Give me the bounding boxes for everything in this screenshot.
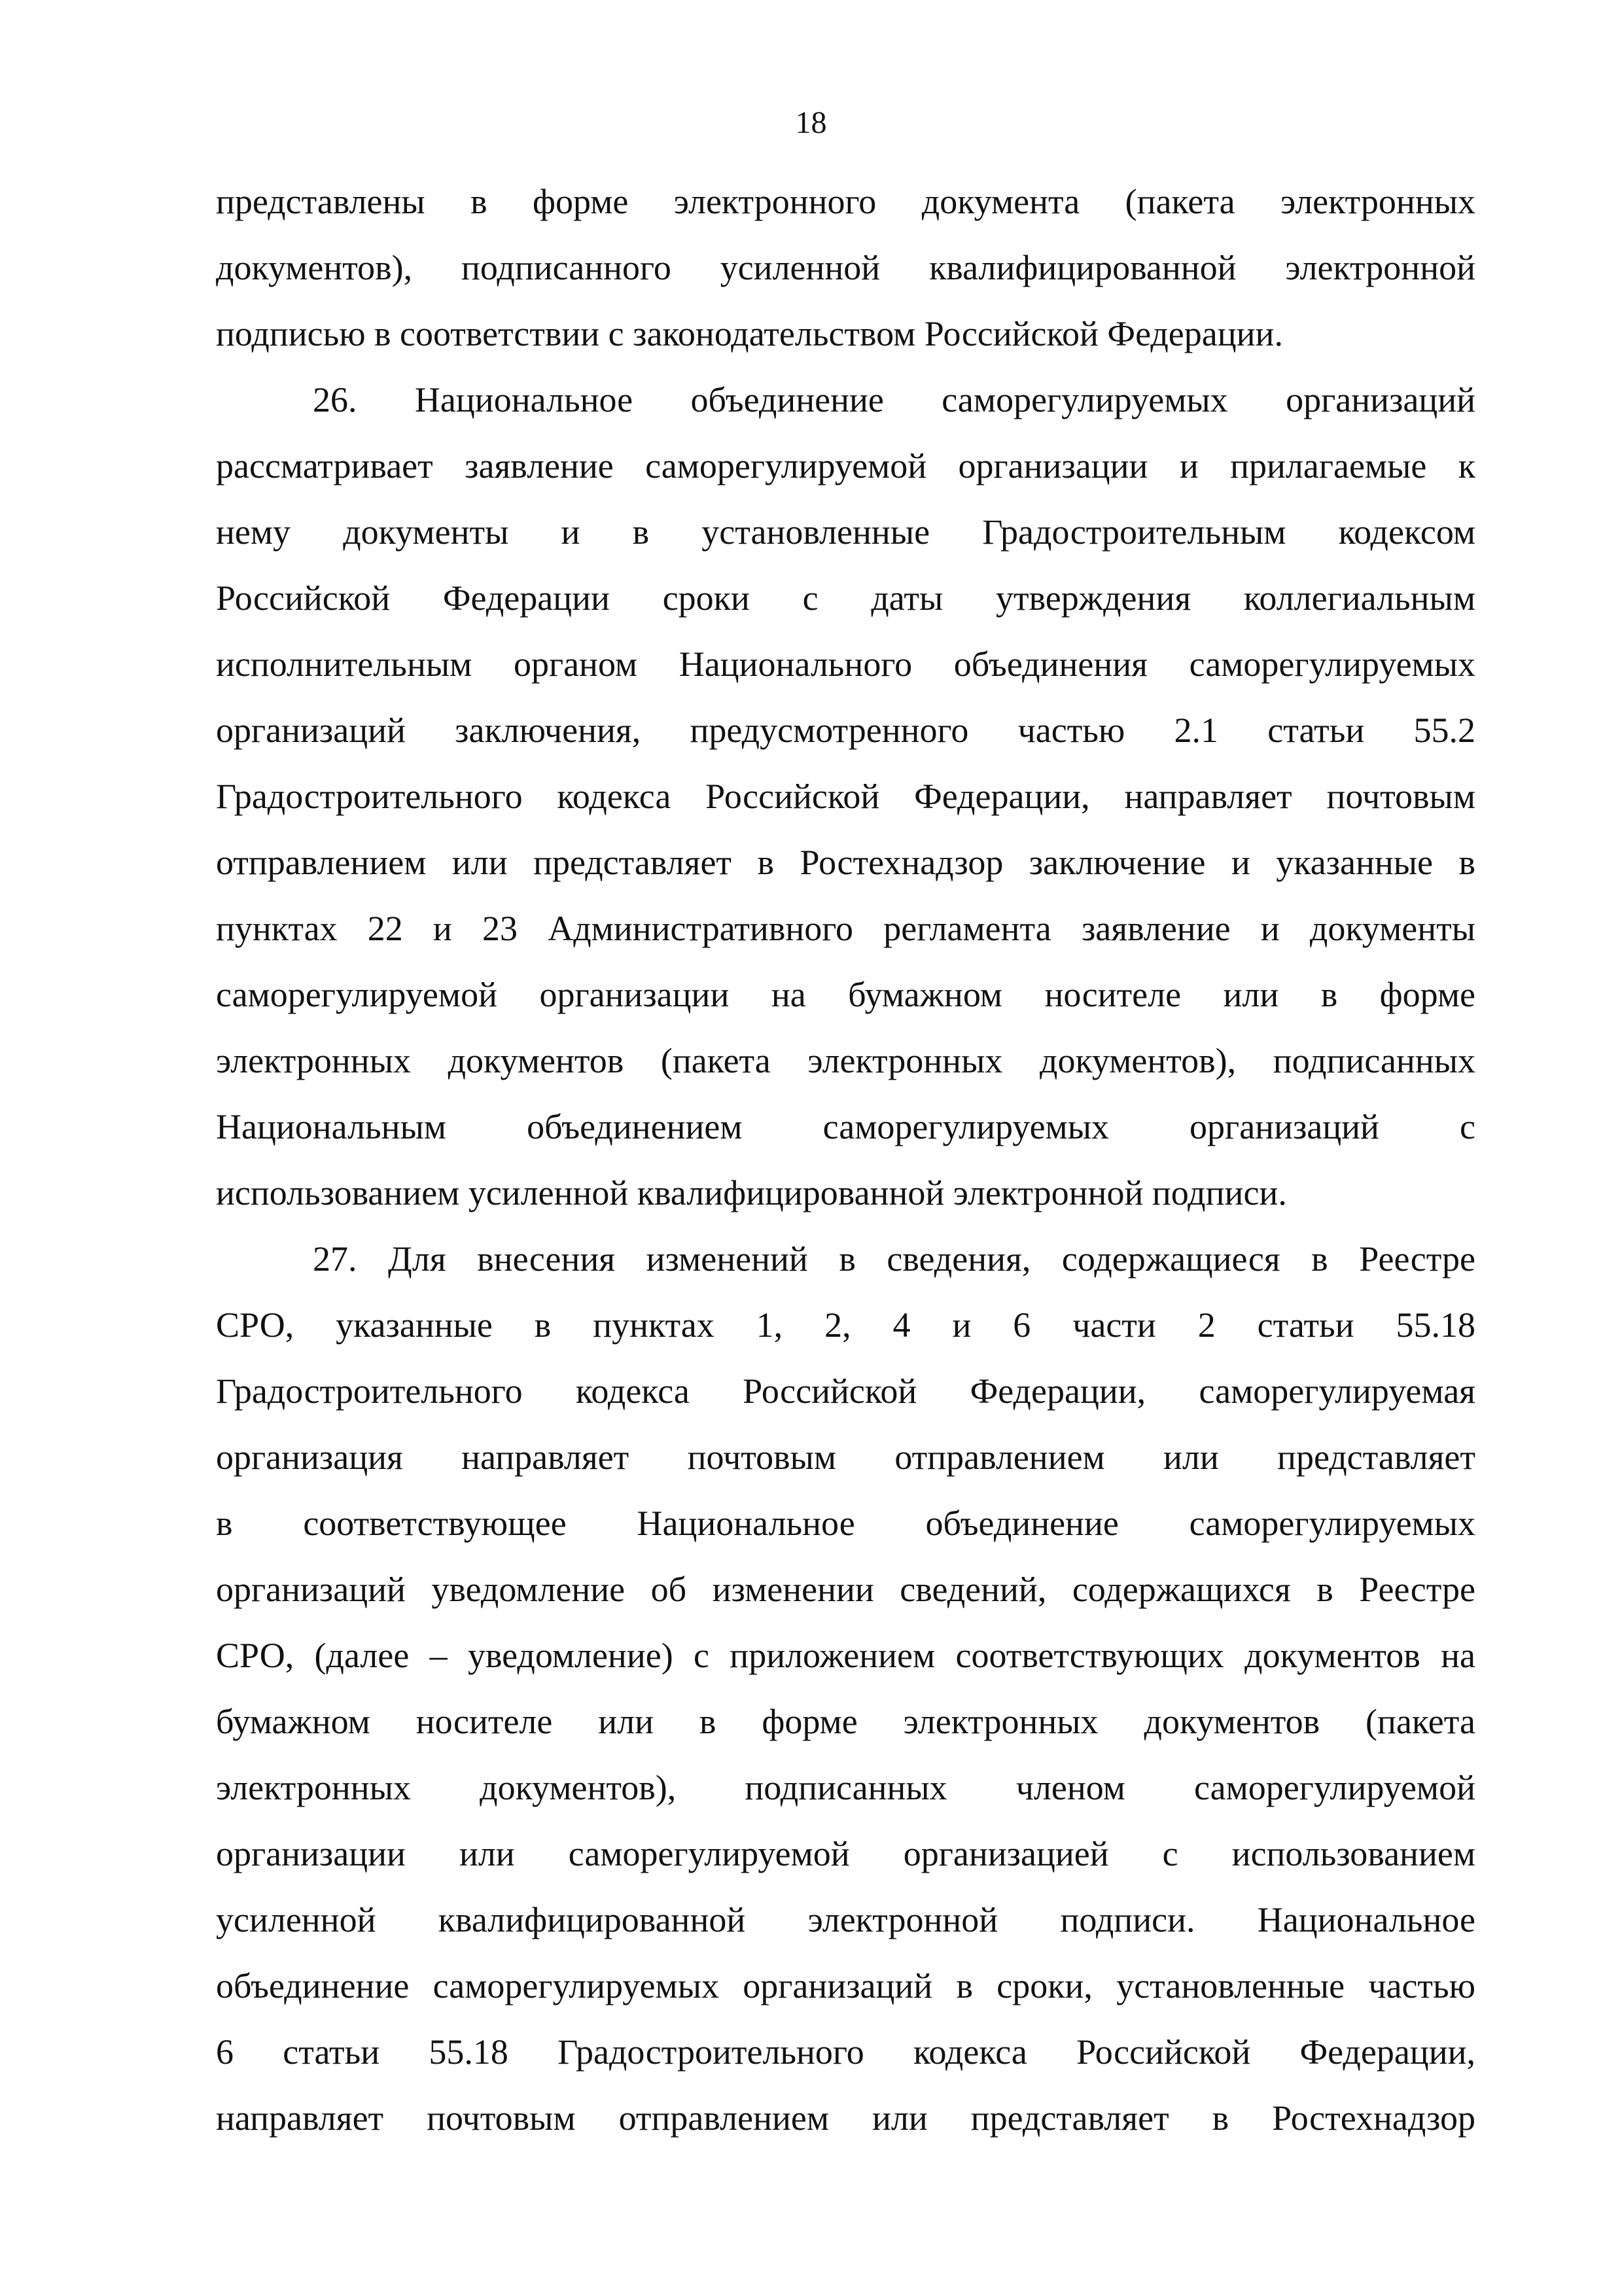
text-line: Градостроительного кодекса Российской Федерации, направляет почтовым xyxy=(216,777,1475,816)
text-line: представлены в форме электронного документа (пакета электронных xyxy=(216,182,1475,221)
page-number: 18 xyxy=(795,105,827,140)
text-line: Градостроительного кодекса Российской Федерации, саморегулируемая xyxy=(216,1371,1475,1411)
text-line: организации или саморегулируемой организацией с использованием xyxy=(216,1834,1475,1873)
paragraph-27-first-line: 27. Для внесения изменений в сведения, содержащиеся в Реестре xyxy=(313,1239,1475,1279)
text-line: организаций уведомление об изменении сведений, содержащихся в Реестре xyxy=(216,1570,1475,1609)
text-line: Российской Федерации сроки с даты утверждения коллегиальным xyxy=(216,578,1475,618)
text-line: объединение саморегулируемых организаций в сроки, установленные частью xyxy=(216,1966,1475,2005)
text-line: нему документы и в установленные Градостроительным кодексом xyxy=(216,512,1475,552)
text-line: организаций заключения, предусмотренного частью 2.1 статьи 55.2 xyxy=(216,711,1475,750)
text-line: подписью в соответствии с законодательством Российской Федерации. xyxy=(216,314,1283,353)
text-line: рассматривает заявление саморегулируемой организации и прилагаемые к xyxy=(216,446,1475,486)
text-line: электронных документов), подписанных членом саморегулируемой xyxy=(216,1768,1475,1807)
text-line: бумажном носителе или в форме электронных документов (пакета xyxy=(216,1702,1475,1741)
text-line: в соответствующее Национальное объединение саморегулируемых xyxy=(216,1504,1475,1543)
text-line: исполнительным органом Национального объединения саморегулируемых xyxy=(216,645,1475,684)
text-line: усиленной квалифицированной электронной подписи. Национальное xyxy=(216,1900,1475,1939)
document-body xyxy=(216,169,1475,2151)
paragraph-26-first-line: 26. Национальное объединение саморегулируемых организаций xyxy=(313,380,1475,419)
text-line: электронных документов (пакета электронных документов), подписанных xyxy=(216,1041,1475,1080)
text-line: отправлением или представляет в Ростехнадзор заключение и указанные в xyxy=(216,843,1475,882)
text-line: организация направляет почтовым отправлением или представляет xyxy=(216,1438,1475,1477)
text-line: СРО, указанные в пунктах 1, 2, 4 и 6 части 2 статьи 55.18 xyxy=(216,1305,1475,1345)
text-line: 6 статьи 55.18 Градостроительного кодекса Российской Федерации, xyxy=(216,2032,1475,2072)
text-line: СРО, (далее – уведомление) с приложением соответствующих документов на xyxy=(216,1636,1475,1675)
text-line: Национальным объединением саморегулируемых организаций с xyxy=(216,1107,1475,1146)
text-line: саморегулируемой организации на бумажном носителе или в форме xyxy=(216,975,1475,1014)
text-line: пунктах 22 и 23 Административного регламента заявление и документы xyxy=(216,909,1475,948)
text-line: документов), подписанного усиленной квалифицированной электронной xyxy=(216,248,1475,287)
text-line: использованием усиленной квалифицированной электронной подписи. xyxy=(216,1173,1287,1212)
text-line: направляет почтовым отправлением или представляет в Ростехнадзор xyxy=(216,2098,1475,2138)
